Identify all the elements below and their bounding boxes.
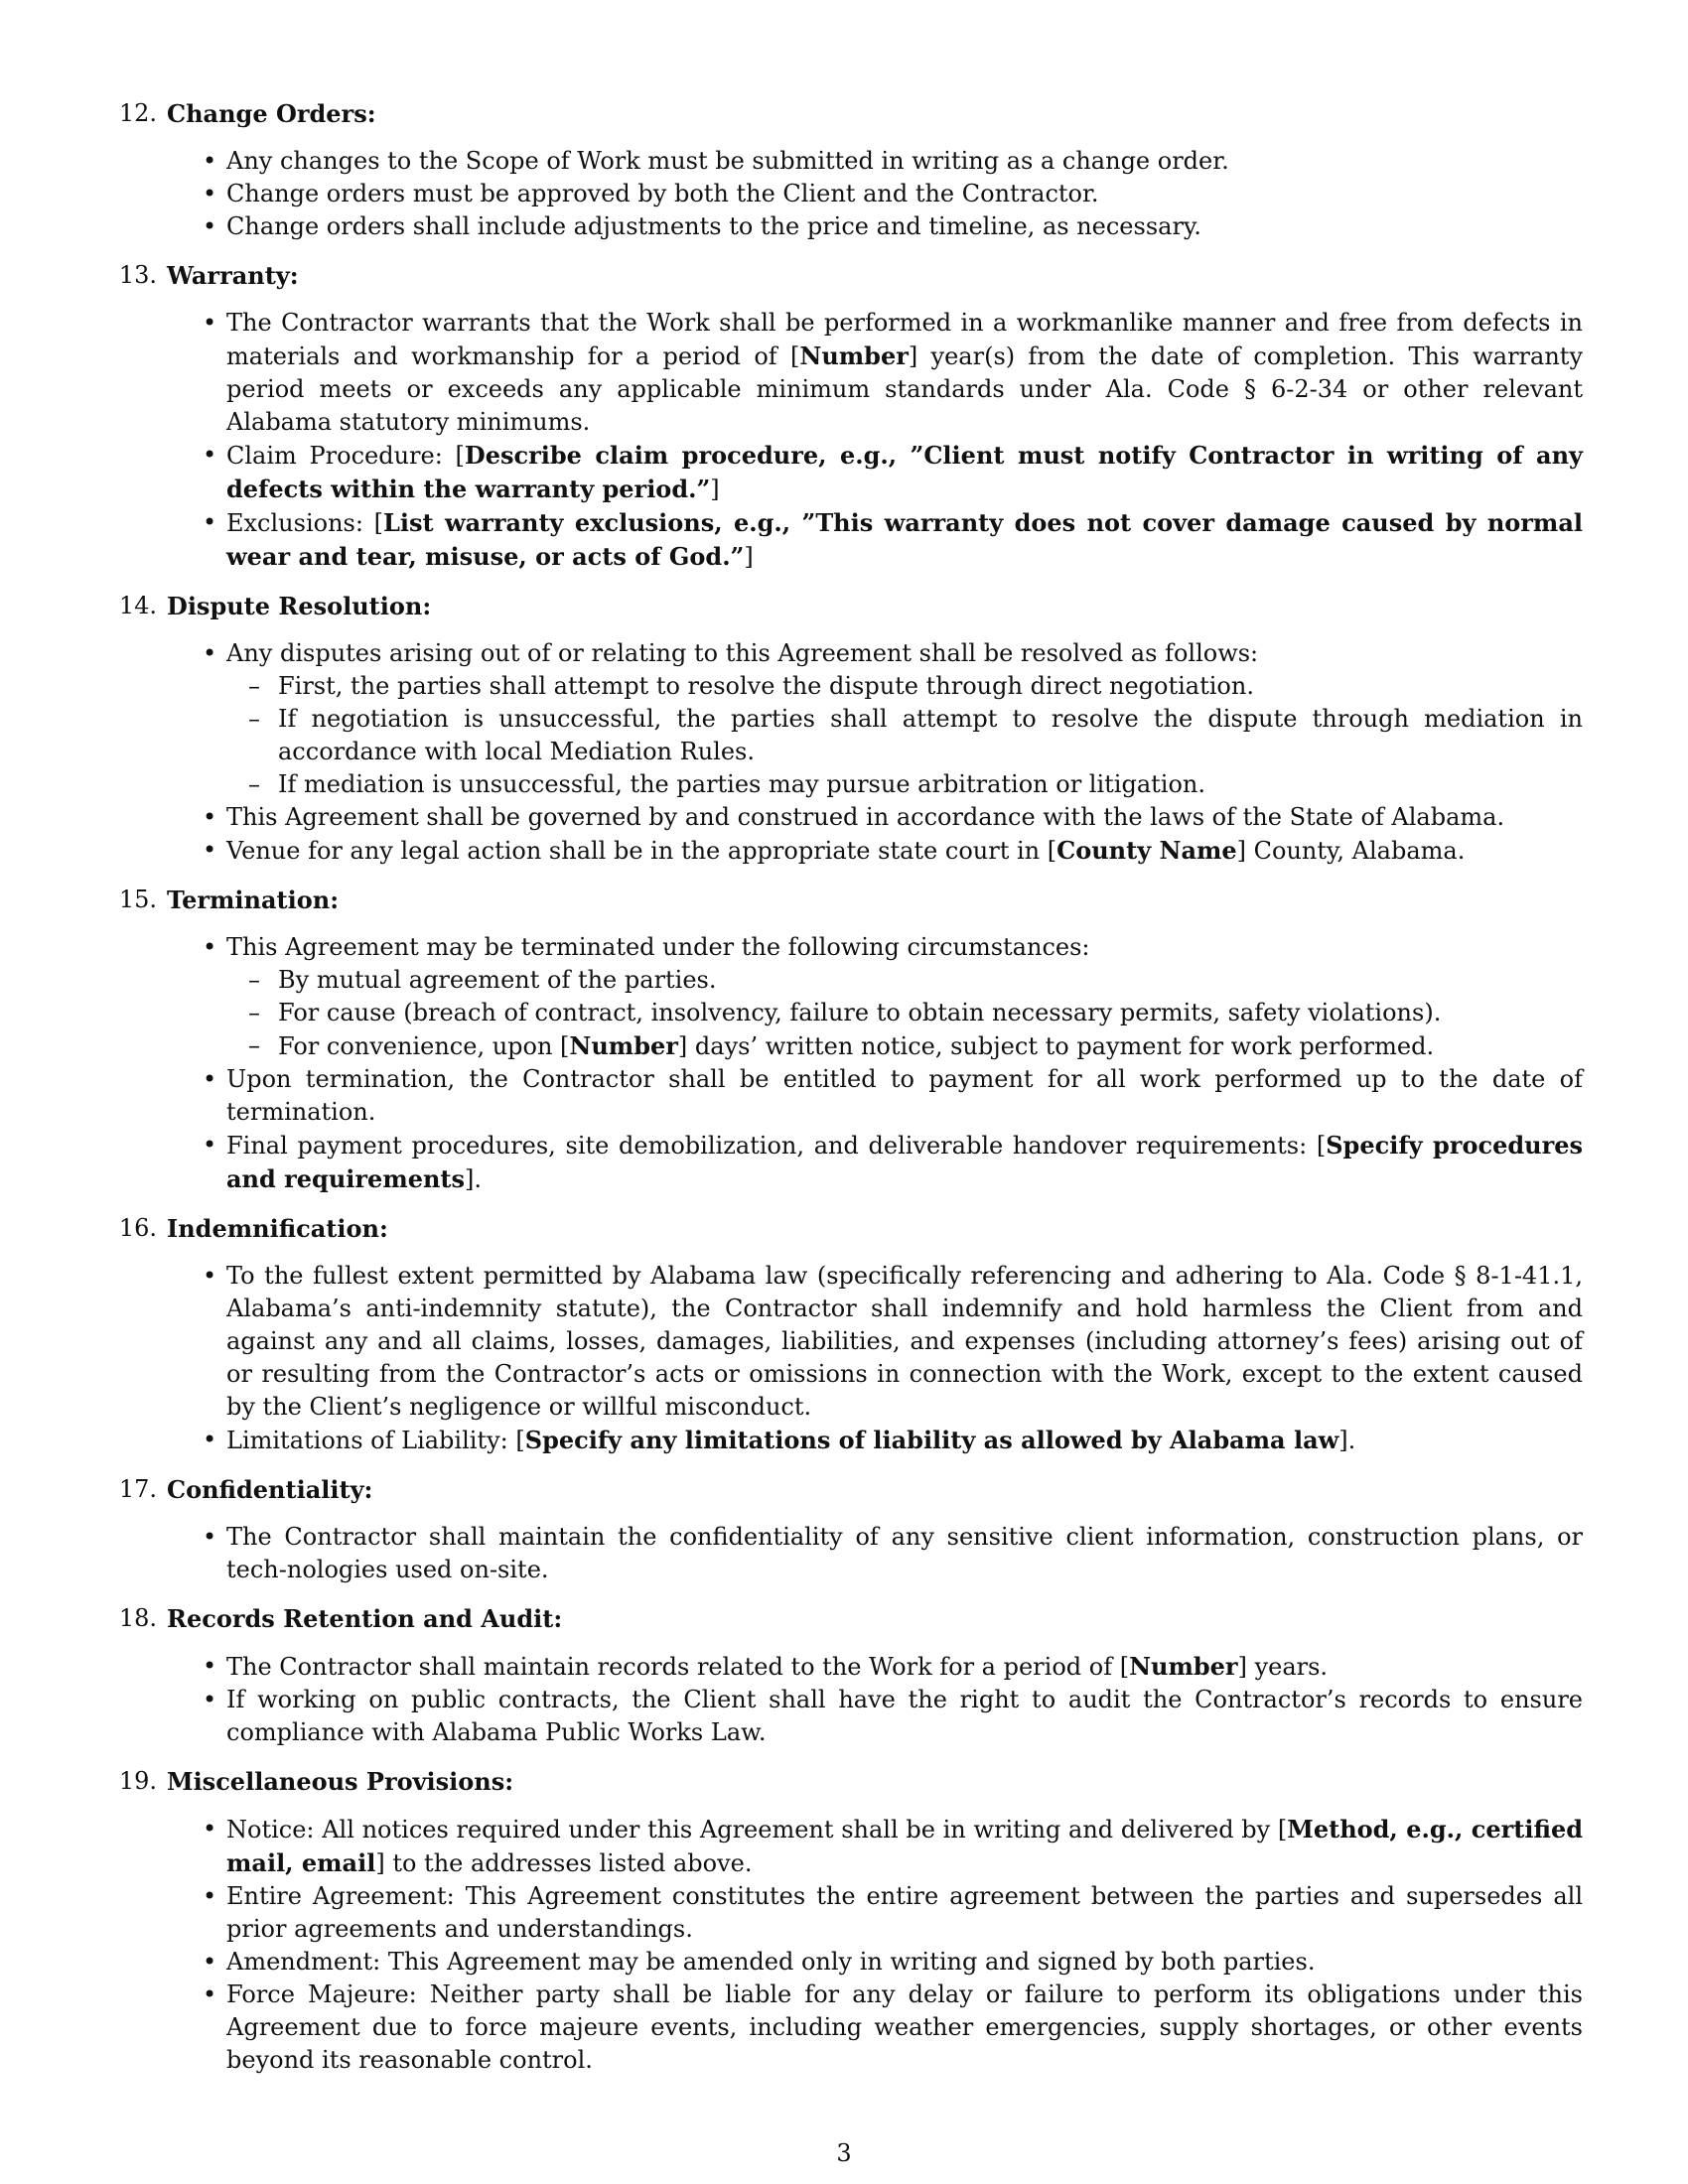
bullet-list xyxy=(117,1813,1583,2077)
section-heading xyxy=(117,884,1583,917)
section-title: Confidentiality: xyxy=(167,1475,373,1504)
section-number: 16. xyxy=(118,1214,157,1242)
text-run: Any disputes arising out of or relating to this Agreement shall be resolved as follows: xyxy=(226,639,1259,667)
placeholder-field: List warranty exclusions, e.g., ”This warranty does not cover damage caused by normal wear and tear, misuse, or acts of God.” xyxy=(226,508,1583,571)
bullet-icon: • xyxy=(203,180,217,207)
bullet-icon: • xyxy=(203,508,217,536)
section-19 xyxy=(117,1765,1583,2077)
dash-icon: – xyxy=(248,999,260,1026)
text-run: ] County, Alabama. xyxy=(1236,837,1466,865)
list-item xyxy=(203,1260,1583,1424)
placeholder-field: Number xyxy=(799,341,909,370)
sub-list-item xyxy=(248,964,1583,997)
list-item xyxy=(203,637,1583,801)
section-heading xyxy=(117,1765,1583,1799)
bullet-icon: • xyxy=(203,1065,217,1093)
section-title: Dispute Resolution: xyxy=(167,592,432,620)
bullet-list xyxy=(117,307,1583,574)
bullet-icon: • xyxy=(203,803,217,831)
text-run: For convenience, upon [ xyxy=(278,1032,570,1060)
sub-list xyxy=(226,670,1583,801)
section-title: Warranty: xyxy=(167,261,299,290)
text-run: ] days’ written notice, subject to payment for work performed. xyxy=(677,1032,1435,1060)
text-run: Limitations of Liability: [ xyxy=(226,1427,525,1454)
text-run: The Contractor warrants that the Work shall be performed in a workmanlike manner and free from defects in materials and workmanship for a period of [ xyxy=(226,309,1583,370)
section-title: Indemnification: xyxy=(167,1214,388,1243)
bullet-icon: • xyxy=(203,212,217,240)
dash-icon: – xyxy=(248,705,260,733)
text-run: ] to the addresses listed above. xyxy=(375,1849,753,1877)
text-run: ]. xyxy=(465,1165,483,1193)
list-item xyxy=(203,1063,1583,1129)
section-number: 18. xyxy=(118,1604,157,1632)
list-item xyxy=(203,1650,1583,1684)
dash-icon: – xyxy=(248,672,260,700)
bullet-list xyxy=(117,931,1583,1196)
list-item xyxy=(203,1946,1583,1979)
list-item xyxy=(203,178,1583,210)
bullet-icon: • xyxy=(203,836,217,864)
list-item xyxy=(203,1129,1583,1196)
sub-list-item xyxy=(248,1029,1583,1063)
bullet-icon: • xyxy=(203,1652,217,1680)
list-item xyxy=(203,210,1583,243)
list-item xyxy=(203,1813,1583,1880)
section-number: 12. xyxy=(118,99,157,127)
text-run: For cause (breach of contract, insolvency, failure to obtain necessary permits, safety violations). xyxy=(278,999,1442,1026)
list-item xyxy=(203,307,1584,439)
text-run: Entire Agreement: This Agreement constitutes the entire agreement between the parties and supersedes all prior agreements and understandings. xyxy=(226,1882,1583,1943)
placeholder-field: Method, e.g., certified mail, email xyxy=(226,1815,1583,1877)
section-heading xyxy=(117,590,1583,623)
placeholder-field: Specify procedures and requirements xyxy=(226,1131,1583,1193)
text-run: Venue for any legal action shall be in the appropriate state court in [ xyxy=(226,837,1057,865)
dash-icon: – xyxy=(248,770,260,798)
section-heading xyxy=(117,1212,1583,1246)
sub-list-item xyxy=(248,768,1583,801)
list-item xyxy=(203,145,1583,178)
placeholder-field: Number xyxy=(1129,1652,1238,1681)
text-run: Claim Procedure: [ xyxy=(226,442,465,470)
text-run: Upon termination, the Contractor shall be entitled to payment for all work performed up to the date of termination. xyxy=(226,1065,1583,1126)
placeholder-field: Number xyxy=(569,1031,678,1060)
bullet-icon: • xyxy=(203,1131,217,1159)
document-body xyxy=(117,97,1583,2093)
list-item xyxy=(203,439,1583,506)
section-title: Change Orders: xyxy=(167,99,376,128)
bullet-list xyxy=(117,1650,1583,1749)
text-run: Exclusions: [ xyxy=(226,509,383,537)
section-14 xyxy=(117,590,1583,868)
section-heading xyxy=(117,97,1583,131)
section-18 xyxy=(117,1602,1583,1749)
bullet-icon: • xyxy=(203,933,217,961)
section-16 xyxy=(117,1212,1583,1457)
text-run: If working on public contracts, the Client shall have the right to audit the Contractor’s records to ensure compliance with Alabama Public Works Law. xyxy=(226,1686,1583,1746)
sub-list-item xyxy=(248,670,1583,703)
text-run: ] years. xyxy=(1237,1653,1329,1681)
section-title: Termination: xyxy=(167,886,340,914)
placeholder-field: Specify any limitations of liability as allowed by Alabama law xyxy=(524,1426,1339,1454)
list-item xyxy=(203,801,1583,834)
placeholder-field: Describe claim procedure, e.g., ”Client must notify Contractor in writing of any defects within the warranty period.” xyxy=(226,441,1583,503)
bullet-icon: • xyxy=(203,1815,217,1843)
section-15 xyxy=(117,884,1583,1196)
bullet-icon: • xyxy=(203,1262,217,1290)
bullet-icon: • xyxy=(203,309,217,337)
section-number: 14. xyxy=(118,592,157,619)
section-number: 19. xyxy=(118,1767,157,1795)
bullet-icon: • xyxy=(203,1882,217,1910)
section-title: Records Retention and Audit: xyxy=(167,1604,563,1633)
list-item xyxy=(203,1684,1583,1749)
bullet-icon: • xyxy=(203,1948,217,1976)
text-run: ] year(s) from the date of completion. This warranty period meets or exceeds any applicable minimum standards under Ala. Code § 6-2-34 or other relevant Alabama statutory minimums. xyxy=(226,342,1584,436)
list-item xyxy=(203,834,1583,868)
text-run: ] xyxy=(710,476,720,503)
dash-icon: – xyxy=(248,966,260,994)
text-run: Force Majeure: Neither party shall be liable for any delay or failure to perform its obligations under this Agreement due to force majeure events, including weather emergencies, supply shortages, or other events beyond its reasonable control. xyxy=(226,1980,1583,2074)
text-run: Change orders must be approved by both the Client and the Contractor. xyxy=(226,180,1099,207)
bullet-list xyxy=(117,1521,1583,1586)
list-item xyxy=(203,1424,1583,1457)
bullet-list xyxy=(117,637,1583,868)
section-heading xyxy=(117,1602,1583,1636)
section-title: Miscellaneous Provisions: xyxy=(167,1767,514,1796)
section-number: 17. xyxy=(118,1475,157,1503)
text-run: The Contractor shall maintain records related to the Work for a period of [ xyxy=(226,1653,1130,1681)
list-item xyxy=(203,1979,1583,2077)
list-item xyxy=(203,931,1583,1063)
text-run: Amendment: This Agreement may be amended only in writing and signed by both parties. xyxy=(226,1948,1316,1976)
text-run: If negotiation is unsuccessful, the parties shall attempt to resolve the dispute through mediation in accordance with local Mediation Rules. xyxy=(278,705,1583,765)
text-run: This Agreement shall be governed by and construed in accordance with the laws of the State of Alabama. xyxy=(226,803,1505,831)
text-run: ]. xyxy=(1338,1427,1356,1454)
bullet-icon: • xyxy=(203,639,217,667)
bullet-icon: • xyxy=(203,1426,217,1453)
section-12 xyxy=(117,97,1583,243)
bullet-icon: • xyxy=(203,441,217,469)
text-run: ] xyxy=(744,543,754,571)
list-item xyxy=(203,1880,1583,1946)
placeholder-field: County Name xyxy=(1056,836,1237,865)
list-item xyxy=(203,506,1583,574)
section-number: 13. xyxy=(118,261,157,289)
sub-list-item xyxy=(248,703,1583,768)
text-run: To the fullest extent permitted by Alabama law (specifically referencing and adhering to Ala. Code § 8-1-41.1, Alabama’s anti-indemnity statute), the Contractor shall indemnify and hold harmless the Client from and against any and all claims, losses, damages, liabilities, and expenses (including attorney’s fees) arising out of or resulting from the Contractor’s acts or omissions in connection with the Work, except to the extent caused by the Client’s negligence or willful misconduct. xyxy=(226,1262,1583,1421)
section-17 xyxy=(117,1473,1583,1586)
bullet-list xyxy=(117,1260,1583,1457)
text-run: This Agreement may be terminated under the following circumstances: xyxy=(226,933,1090,961)
section-heading xyxy=(117,259,1583,293)
list-item xyxy=(203,1521,1583,1586)
text-run: Any changes to the Scope of Work must be submitted in writing as a change order. xyxy=(226,147,1229,175)
text-run: Final payment procedures, site demobilization, and deliverable handover requirements: [ xyxy=(226,1132,1327,1160)
text-run: By mutual agreement of the parties. xyxy=(278,966,717,994)
dash-icon: – xyxy=(248,1031,260,1059)
bullet-icon: • xyxy=(203,147,217,175)
sub-list xyxy=(226,964,1583,1063)
bullet-list xyxy=(117,145,1583,243)
sub-list-item xyxy=(248,997,1583,1029)
section-number: 15. xyxy=(118,886,157,913)
text-run: Notice: All notices required under this Agreement shall be in writing and delivered by [ xyxy=(226,1816,1288,1843)
section-13 xyxy=(117,259,1583,574)
bullet-icon: • xyxy=(203,1523,217,1551)
page-number: 3 xyxy=(836,2139,852,2167)
bullet-icon: • xyxy=(203,1980,217,2008)
section-heading xyxy=(117,1473,1583,1507)
text-run: If mediation is unsuccessful, the parties may pursue arbitration or litigation. xyxy=(278,770,1206,798)
bullet-icon: • xyxy=(203,1686,217,1713)
text-run: First, the parties shall attempt to resolve the dispute through direct negotiation. xyxy=(278,672,1254,700)
text-run: Change orders shall include adjustments to the price and timeline, as necessary. xyxy=(226,212,1201,240)
text-run: The Contractor shall maintain the confidentiality of any sensitive client information, construction plans, or tech-nologies used on-site. xyxy=(226,1523,1583,1583)
